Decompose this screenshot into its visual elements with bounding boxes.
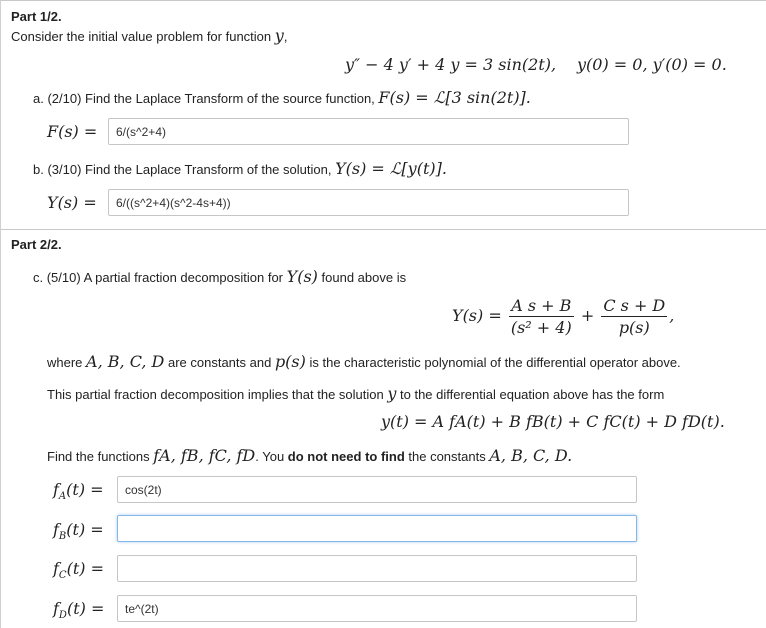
fc-rest: (t) = bbox=[66, 559, 104, 578]
question-c-end: found above is bbox=[317, 270, 407, 285]
find-2: . You bbox=[255, 449, 288, 464]
pfd-plus: + bbox=[580, 306, 595, 325]
implies-1: This partial fraction decomposition implies that the solution bbox=[47, 387, 388, 402]
answer-b-label: Y(s) = bbox=[47, 193, 97, 212]
find-bold: do not need to find bbox=[287, 449, 405, 464]
implies-var: y bbox=[387, 384, 397, 403]
intro-end: , bbox=[283, 29, 288, 44]
find-line bbox=[47, 446, 572, 465]
where-p: p(s) bbox=[274, 352, 306, 371]
fb-f: f bbox=[53, 520, 59, 539]
fb-sub: B bbox=[58, 531, 67, 543]
answer-a-input[interactable] bbox=[108, 118, 629, 145]
fa-sub: A bbox=[58, 491, 67, 503]
question-b-math: Y(s) = ℒ[y(t)]. bbox=[335, 159, 447, 178]
intro-text: Consider the initial value problem for function bbox=[11, 29, 275, 44]
answer-fc-input[interactable] bbox=[117, 555, 637, 582]
fa-rest: (t) = bbox=[66, 480, 104, 499]
initial-conditions: y(0) = 0, y′(0) = 0. bbox=[577, 55, 727, 74]
pfd-lhs: Y(s) = bbox=[452, 306, 502, 325]
question-c bbox=[33, 267, 406, 286]
pfd-den-2: p(s) bbox=[618, 318, 650, 337]
question-b bbox=[33, 159, 447, 178]
answer-a-label: F(s) = bbox=[47, 122, 98, 141]
pfd-den-1: (s² + 4) bbox=[510, 318, 572, 337]
implies-line bbox=[47, 384, 664, 403]
answer-fc-label bbox=[53, 559, 104, 581]
part1-title: Part 1/2. bbox=[11, 9, 62, 24]
fc-sub: C bbox=[58, 570, 67, 582]
pfd-num-2: C s + D bbox=[603, 296, 666, 315]
pfd-end: , bbox=[669, 306, 675, 325]
fb-rest: (t) = bbox=[66, 520, 104, 539]
question-b-text: b. (3/10) Find the Laplace Transform of the solution, bbox=[33, 162, 336, 177]
fd-rest: (t) = bbox=[66, 599, 105, 618]
answer-fd-label bbox=[53, 599, 104, 621]
answer-fa-input[interactable] bbox=[117, 476, 637, 503]
fc-f: f bbox=[53, 559, 59, 578]
question-a bbox=[33, 88, 531, 107]
find-funcs: fA, fB, fC, fD bbox=[153, 446, 256, 465]
answer-b-input[interactable] bbox=[108, 189, 629, 216]
fd-f: f bbox=[53, 599, 59, 618]
part2-title: Part 2/2. bbox=[11, 237, 62, 252]
question-a-text: a. (2/10) Find the Laplace Transform of the source function, bbox=[33, 91, 379, 106]
implies-2: to the differential equation above has the form bbox=[396, 387, 665, 402]
answer-fb-input[interactable] bbox=[117, 515, 637, 542]
pfd-fraction-1 bbox=[509, 296, 574, 337]
solution-form: y(t) = A fA(t) + B fB(t) + C fC(t) + D fD(t). bbox=[381, 412, 725, 431]
find-1: Find the functions bbox=[47, 449, 154, 464]
fa-f: f bbox=[53, 480, 59, 499]
answer-fa-label bbox=[53, 480, 104, 502]
left-border bbox=[0, 0, 1, 628]
question-c-text: c. (5/10) A partial fraction decomposition for bbox=[33, 270, 287, 285]
find-3: the constants bbox=[404, 449, 490, 464]
question-c-var: Y(s) bbox=[286, 267, 318, 286]
where-consts: A, B, C, D bbox=[86, 352, 165, 371]
part-divider bbox=[0, 229, 766, 230]
where-3: is the characteristic polynomial of the differential operator above. bbox=[305, 355, 681, 370]
intro-var: y bbox=[274, 26, 284, 45]
answer-fd-input[interactable] bbox=[117, 595, 637, 622]
pfd-num-1: A s + B bbox=[509, 296, 574, 317]
where-1: where bbox=[47, 355, 87, 370]
question-a-math: F(s) = ℒ[3 sin(2t)]. bbox=[378, 88, 531, 107]
where-2: are constants and bbox=[164, 355, 275, 370]
part1-intro bbox=[11, 26, 287, 45]
pfd-formula bbox=[452, 296, 674, 337]
where-line bbox=[47, 352, 681, 371]
top-border bbox=[0, 0, 766, 1]
find-consts: A, B, C, D. bbox=[489, 446, 573, 465]
ode-equation: y″ − 4 y′ + 4 y = 3 sin(2t), bbox=[345, 55, 557, 74]
answer-fb-label bbox=[53, 520, 104, 542]
fd-sub: D bbox=[58, 610, 67, 622]
pfd-fraction-2 bbox=[601, 296, 667, 337]
